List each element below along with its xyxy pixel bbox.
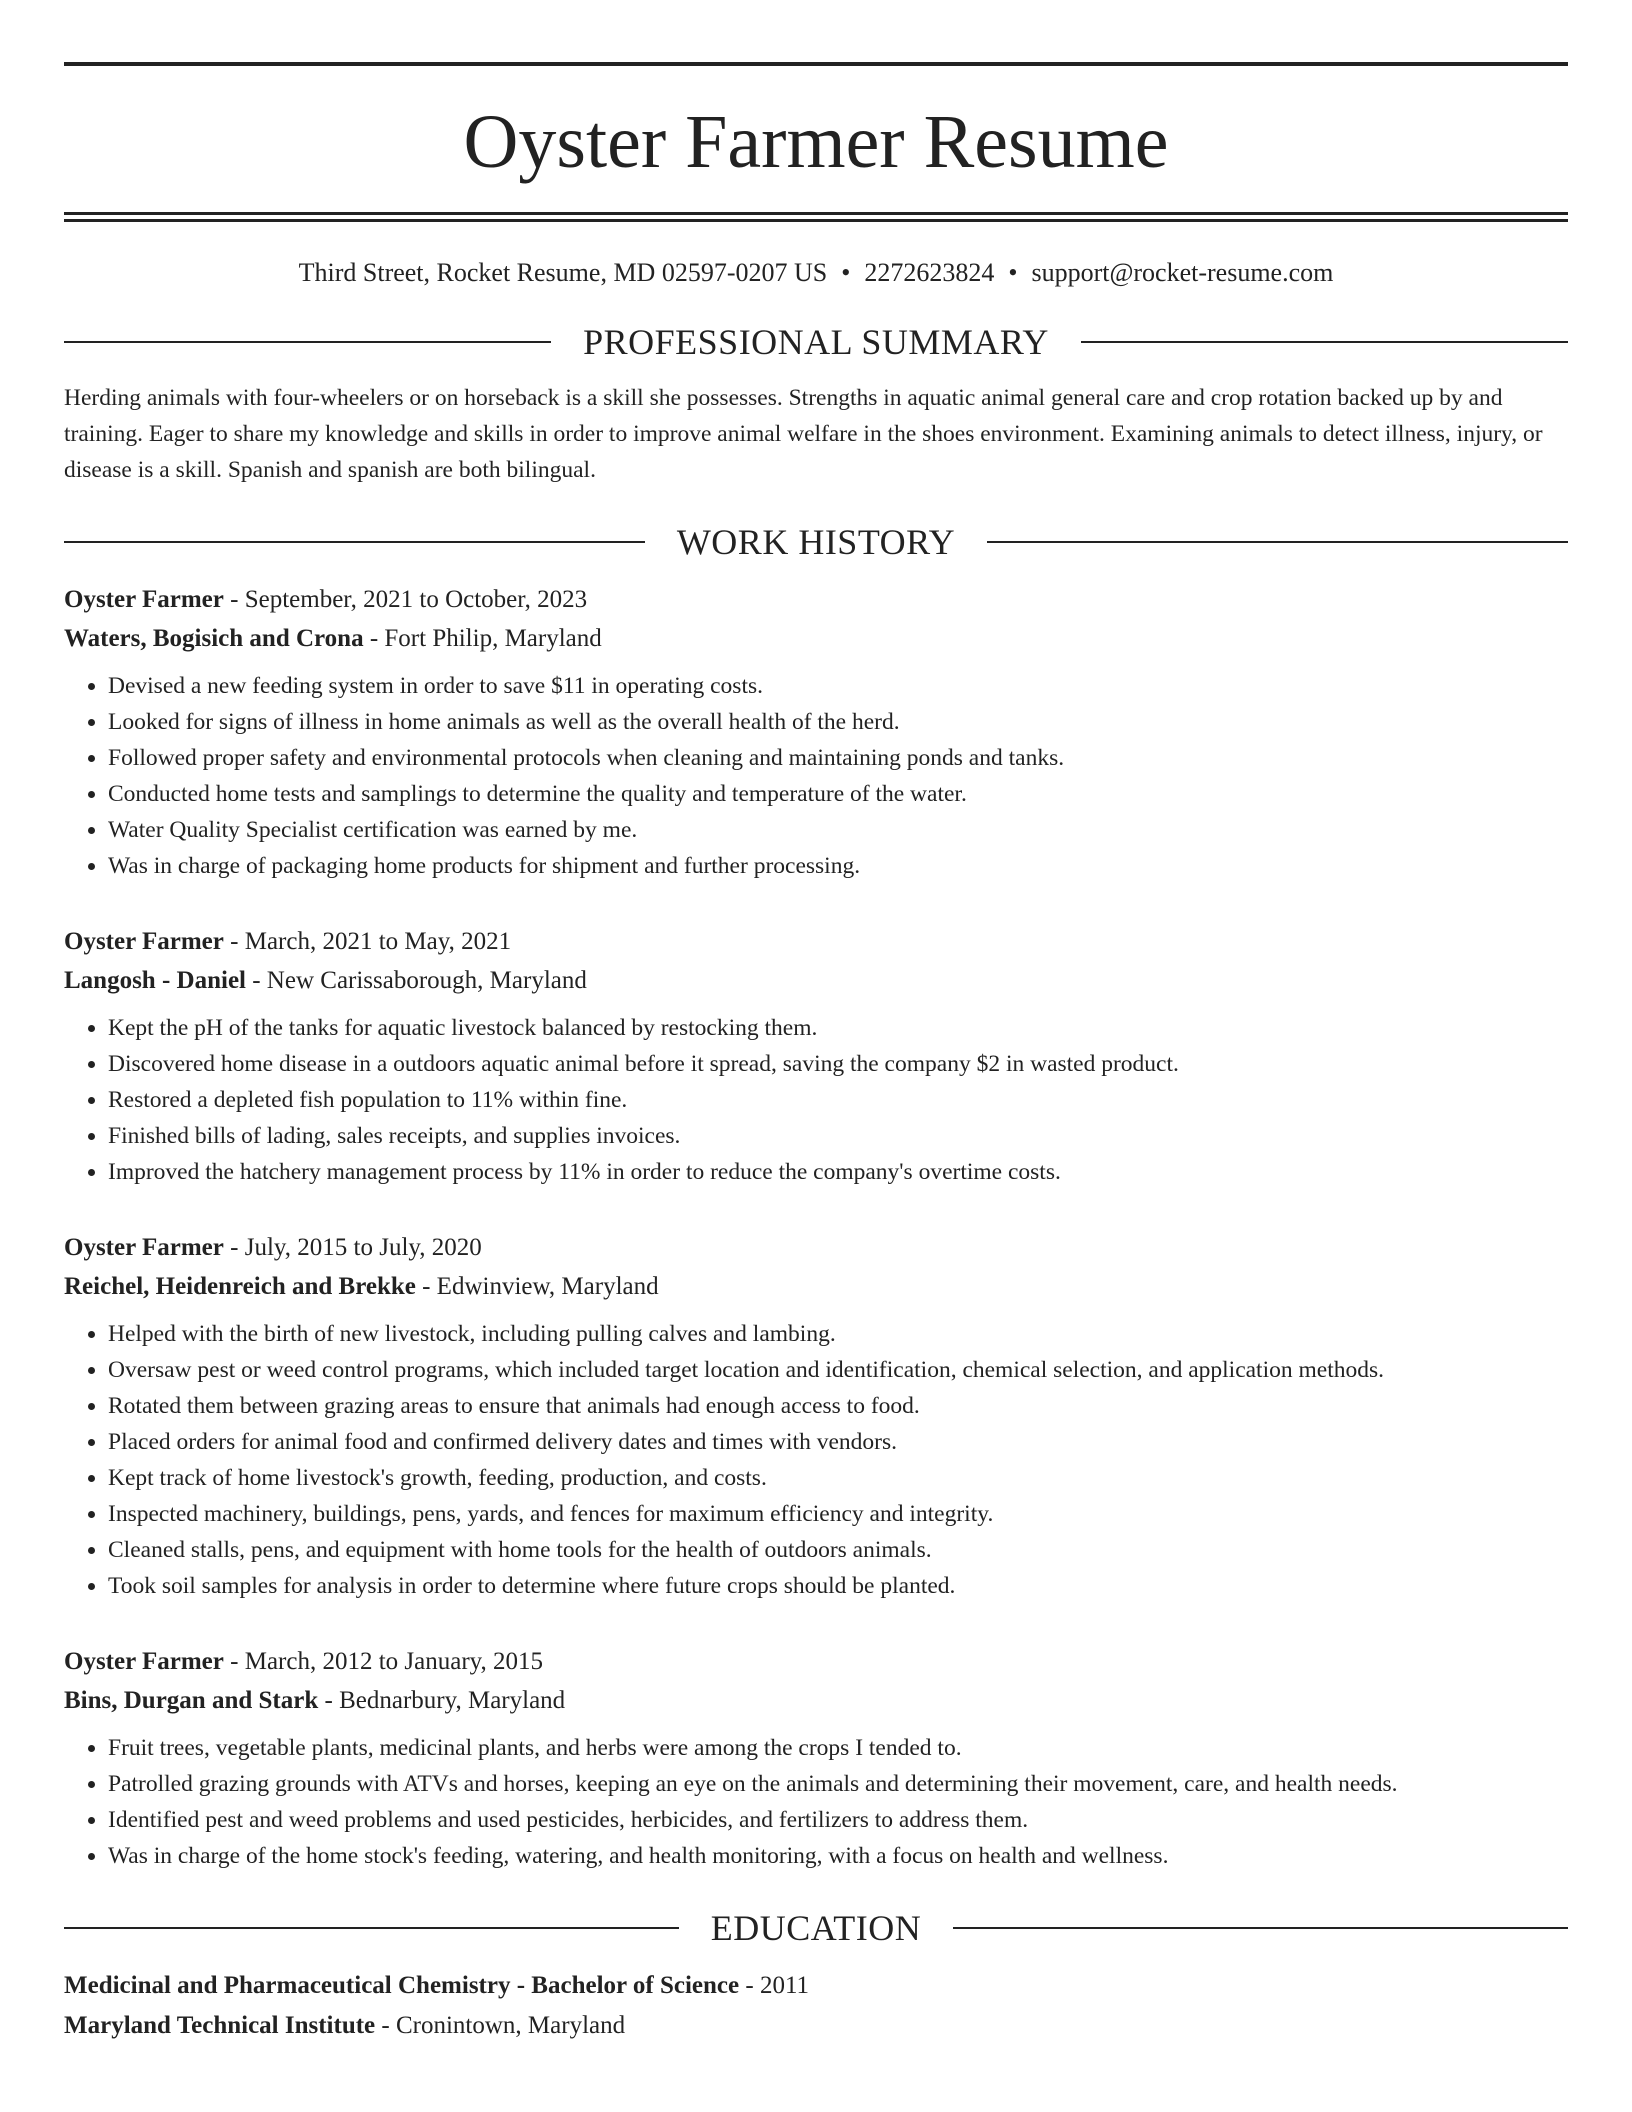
contact-separator: •: [841, 258, 851, 287]
section-title: WORK HISTORY: [676, 522, 956, 562]
job-location: - Edwinview, Maryland: [415, 1273, 659, 1300]
job-title-line: [64, 922, 1568, 961]
job-bullets: [64, 1010, 1568, 1190]
job-entry: [64, 922, 1568, 1190]
list-item: • Looked for signs of illness in home animals as well as the overall health of the herd.: [108, 704, 1568, 740]
job-company: Waters, Bogisich and Crona: [64, 625, 364, 652]
list-item: • Identified pest and weed problems and used pesticides, herbicides, and fertilizers to address them.: [108, 1802, 1568, 1838]
list-item: • Patrolled grazing grounds with ATVs and horses, keeping an eye on the animals and determining their movement, care, and health needs.: [108, 1766, 1568, 1802]
heading-rule-left: [64, 1927, 679, 1929]
job-entry: [64, 1642, 1568, 1874]
education-school-line: [64, 2006, 1568, 2046]
list-item: • Was in charge of the home stock's feeding, watering, and health monitoring, with a focus on health and wellness.: [108, 1838, 1568, 1874]
section-title: PROFESSIONAL SUMMARY: [583, 322, 1049, 362]
list-item: • Fruit trees, vegetable plants, medicinal plants, and herbs were among the crops I tended to.: [108, 1730, 1568, 1766]
list-item: • Oversaw pest or weed control programs, which included target location and identification, chemical selection, and application methods.: [108, 1352, 1568, 1388]
job-dates: - March, 2012 to January, 2015: [223, 1648, 544, 1675]
job-company-line: [64, 1267, 1568, 1306]
job-company: Bins, Durgan and Stark: [64, 1687, 319, 1714]
heading-rule-right: [1081, 341, 1568, 343]
education-location: - Cronintown, Maryland: [375, 2012, 626, 2039]
list-item: • Took soil samples for analysis in order to determine where future crops should be planted.: [108, 1568, 1568, 1604]
job-location: - New Carissaborough, Maryland: [245, 967, 587, 994]
job-company-line: [64, 619, 1568, 658]
job-location: - Bednarbury, Maryland: [318, 1687, 566, 1714]
page-title: Oyster Farmer Resume: [463, 100, 1169, 184]
heading-rule-right: [953, 1927, 1568, 1929]
top-rule: [64, 62, 1568, 66]
section-heading-education: [64, 1908, 1568, 1948]
list-item: • Rotated them between grazing areas to ensure that animals had enough access to food.: [108, 1388, 1568, 1424]
job-title: Oyster Farmer: [64, 928, 224, 955]
job-bullets: [64, 1316, 1568, 1604]
list-item: • Finished bills of lading, sales receipts, and supplies invoices.: [108, 1118, 1568, 1154]
job-title-line: [64, 1642, 1568, 1681]
education-degree: Medicinal and Pharmaceutical Chemistry - Bachelor of Science: [64, 1972, 740, 1999]
job-location: - Fort Philip, Maryland: [363, 625, 602, 652]
section-heading-work: [64, 522, 1568, 562]
job-title: Oyster Farmer: [64, 1234, 224, 1261]
contact-address: Third Street, Rocket Resume, MD 02597-0207 US: [298, 258, 828, 287]
education-entry: [64, 1966, 1568, 2046]
contact-phone: 2272623824: [864, 258, 995, 287]
list-item: • Inspected machinery, buildings, pens, yards, and fences for maximum efficiency and integrity.: [108, 1496, 1568, 1532]
education-year: - 2011: [739, 1972, 810, 1999]
job-dates: - July, 2015 to July, 2020: [223, 1234, 482, 1261]
job-bullets: [64, 668, 1568, 884]
list-item: • Placed orders for animal food and confirmed delivery dates and times with vendors.: [108, 1424, 1568, 1460]
list-item: • Devised a new feeding system in order to save $11 in operating costs.: [108, 668, 1568, 704]
job-title-line: [64, 1228, 1568, 1267]
list-item: • Conducted home tests and samplings to determine the quality and temperature of the water.: [108, 776, 1568, 812]
title-double-rule: [64, 212, 1568, 222]
contact-email: support@rocket-resume.com: [1031, 258, 1334, 287]
section-title: EDUCATION: [710, 1908, 922, 1948]
list-item: • Kept the pH of the tanks for aquatic livestock balanced by restocking them.: [108, 1010, 1568, 1046]
work-history-list: [64, 580, 1568, 1874]
job-bullets: [64, 1730, 1568, 1874]
list-item: • Cleaned stalls, pens, and equipment with home tools for the health of outdoors animals.: [108, 1532, 1568, 1568]
job-title-line: [64, 580, 1568, 619]
heading-rule-left: [64, 341, 551, 343]
job-entry: [64, 580, 1568, 884]
job-entry: [64, 1228, 1568, 1604]
heading-rule-left: [64, 541, 645, 543]
summary-text: Herding animals with four-wheelers or on horseback is a skill she possesses. Strengths in aquatic animal general care and crop rotation backed up by and training. Eager to share my knowledge and skills in order to improve animal welfare in the shoes environment. Examining animals to detect illness, injury, or disease is a skill. Spanish and spanish are both bilingual.: [64, 385, 1543, 483]
job-dates: - March, 2021 to May, 2021: [223, 928, 512, 955]
contact-line: [64, 258, 1568, 288]
section-heading-summary: [64, 322, 1568, 362]
job-dates: - September, 2021 to October, 2023: [223, 586, 588, 613]
job-company: Reichel, Heidenreich and Brekke: [64, 1273, 416, 1300]
list-item: • Helped with the birth of new livestock, including pulling calves and lambing.: [108, 1316, 1568, 1352]
list-item: • Improved the hatchery management process by 11% in order to reduce the company's overtime costs.: [108, 1154, 1568, 1190]
education-degree-line: [64, 1966, 1568, 2006]
job-title: Oyster Farmer: [64, 1648, 224, 1675]
job-company-line: [64, 961, 1568, 1000]
list-item: • Restored a depleted fish population to 11% within fine.: [108, 1082, 1568, 1118]
education-school: Maryland Technical Institute: [64, 2012, 376, 2039]
job-company: Langosh - Daniel: [64, 967, 246, 994]
list-item: • Was in charge of packaging home products for shipment and further processing.: [108, 848, 1568, 884]
job-title: Oyster Farmer: [64, 586, 224, 613]
list-item: • Discovered home disease in a outdoors aquatic animal before it spread, saving the company $2 in wasted product.: [108, 1046, 1568, 1082]
list-item: • Followed proper safety and environmental protocols when cleaning and maintaining ponds and tanks.: [108, 740, 1568, 776]
list-item: • Kept track of home livestock's growth, feeding, production, and costs.: [108, 1460, 1568, 1496]
job-company-line: [64, 1681, 1568, 1720]
heading-rule-right: [987, 541, 1568, 543]
contact-separator: •: [1008, 258, 1018, 287]
list-item: • Water Quality Specialist certification was earned by me.: [108, 812, 1568, 848]
